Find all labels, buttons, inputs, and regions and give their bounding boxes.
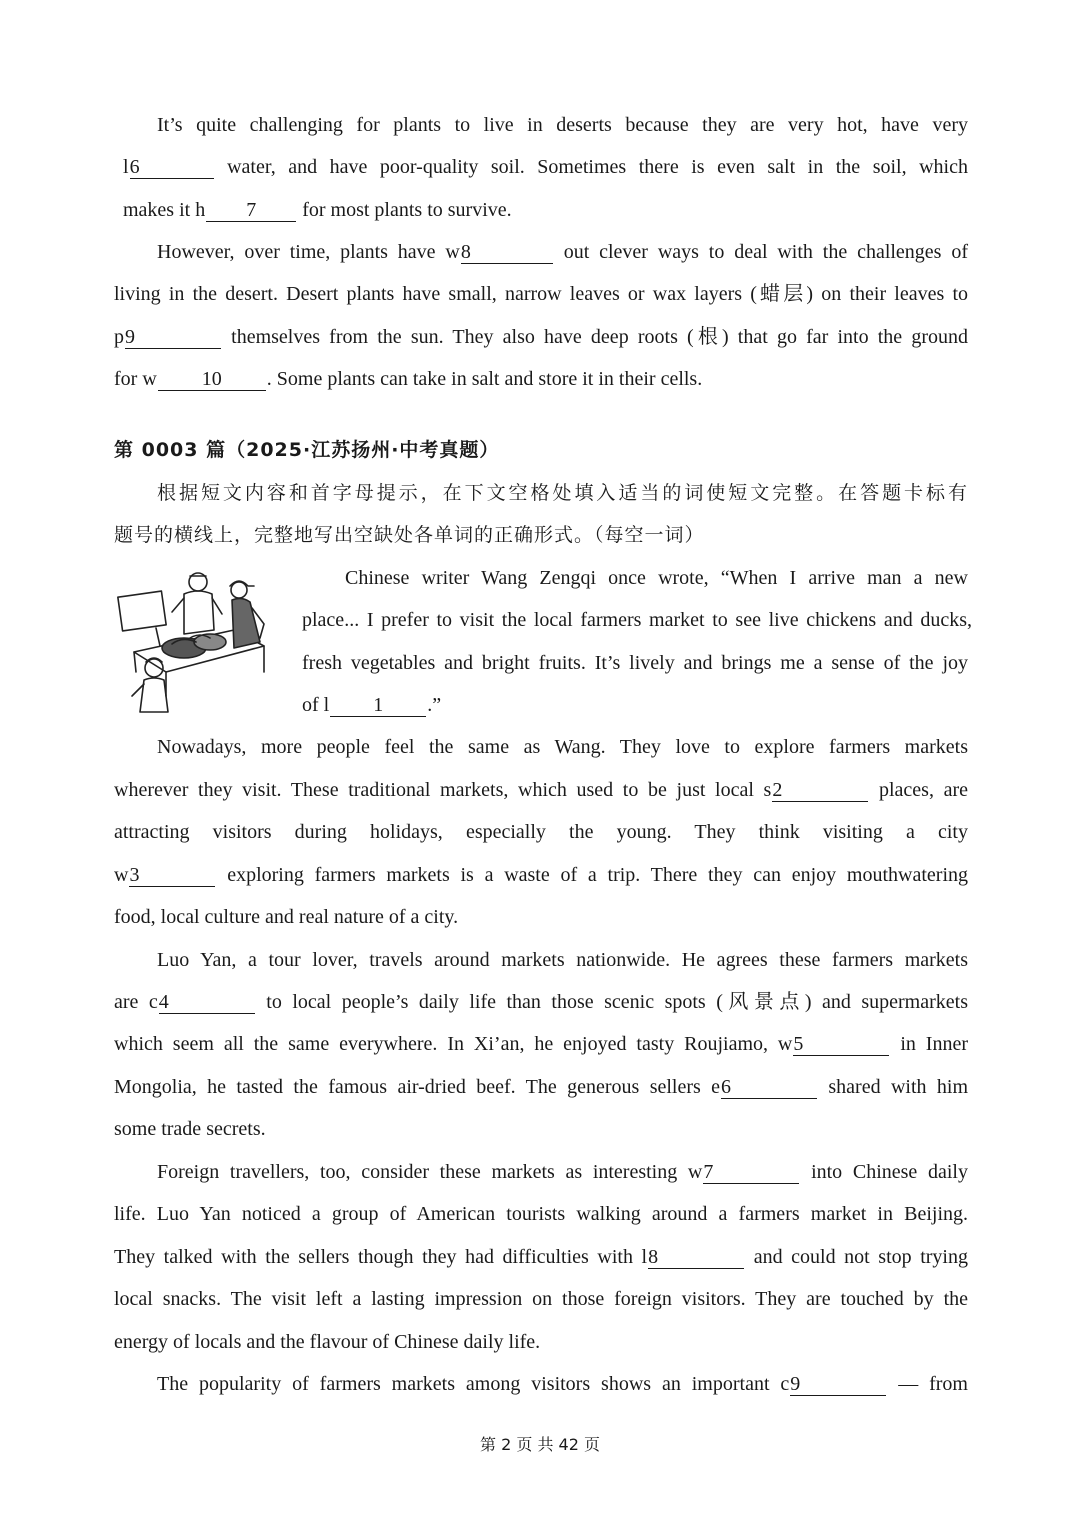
answer-blank[interactable]: 2 <box>772 779 868 802</box>
passage2-line <box>302 606 972 634</box>
text-segment: life. Luo Yan noticed a group of American tourists walking around a farmers market in Beijing. <box>114 1203 968 1225</box>
passage2-line <box>157 733 968 761</box>
answer-blank[interactable]: 9 <box>125 326 221 349</box>
text-segment: Foreign travellers, too, consider these markets as interesting w <box>157 1161 703 1183</box>
text-segment: Mongolia, he tasted the famous air-dried beef. The generous sellers e <box>114 1076 721 1098</box>
text-segment: place... I prefer to visit the local farmers market to see live chickens and ducks, <box>302 609 972 631</box>
text-segment: into Chinese daily <box>800 1161 968 1183</box>
text-segment: Chinese writer Wang Zengqi once wrote, “When I arrive man a new <box>345 567 968 589</box>
instruction-text: 题号的横线上，完整地写出空缺处各单词的正确形式。（每空一词） <box>114 524 705 546</box>
answer-blank[interactable]: 7 <box>703 1161 799 1184</box>
passage2-line <box>114 1200 968 1228</box>
passage2-line <box>114 1073 968 1101</box>
text-segment: to local people’s daily life than those scenic spots (风景点) and supermarkets <box>255 991 968 1013</box>
text-segment: exploring farmers markets is a waste of a trip. There they can enjoy mouthwatering <box>216 864 968 886</box>
passage1-line <box>123 196 977 224</box>
text-segment: The popularity of farmers markets among visitors shows an important c <box>157 1373 790 1395</box>
text-segment: and could not stop trying <box>745 1246 968 1268</box>
passage2-line <box>114 1115 968 1143</box>
text-segment: water, and have poor-quality soil. Sometimes there is even salt in the soil, which <box>214 156 968 178</box>
text-segment: for most plants to survive. <box>297 199 512 221</box>
passage1-line <box>157 238 968 266</box>
text-segment: fresh vegetables and bright fruits. It’s lively and brings me a sense of the joy <box>302 652 968 674</box>
answer-blank[interactable]: 3 <box>129 864 215 887</box>
text-segment: some trade secrets. <box>114 1118 266 1140</box>
passage2-line <box>114 1243 968 1271</box>
passage1-line <box>114 323 968 351</box>
answer-blank[interactable]: 6 <box>721 1076 817 1099</box>
text-segment: l <box>123 156 129 178</box>
passage1-line <box>123 153 968 181</box>
text-segment: which seem all the same everywhere. In Xi’an, he enjoyed tasty Roujiamo, w <box>114 1033 793 1055</box>
text-segment: energy of locals and the flavour of Chinese daily life. <box>114 1331 541 1353</box>
text-segment: Luo Yan, a tour lover, travels around markets nationwide. He agrees these farmers markets <box>157 949 968 971</box>
passage2-line <box>114 818 968 846</box>
text-segment: p <box>114 326 124 348</box>
text-segment: living in the desert. Desert plants have small, narrow leaves or wax layers (蜡层) on their leaves to <box>114 283 968 305</box>
passage2-line <box>114 1030 968 1058</box>
passage2-line <box>302 691 1080 719</box>
answer-blank[interactable]: 7 <box>206 199 296 222</box>
text-segment: makes it h <box>123 199 206 221</box>
text-segment: Nowadays, more people feel the same as Wang. They love to explore farmers markets <box>157 736 968 758</box>
passage2-line <box>114 1285 968 1313</box>
passage2-line <box>114 988 968 1016</box>
passage2-line <box>157 1158 968 1186</box>
text-segment: local snacks. The visit left a lasting impression on those foreign visitors. They are touched by the <box>114 1288 968 1310</box>
text-segment: out clever ways to deal with the challenges of <box>553 241 968 263</box>
passage1-line <box>114 365 968 393</box>
passage1-line <box>157 111 968 139</box>
answer-blank[interactable]: 1 <box>330 694 426 717</box>
page-number: 第 2 页 共 42 页 <box>480 1435 600 1454</box>
text-segment: shared with him <box>818 1076 968 1098</box>
text-segment: .” <box>427 694 442 716</box>
text-segment: . Some plants can take in salt and store it in their cells. <box>266 368 703 390</box>
answer-blank[interactable]: 9 <box>790 1373 886 1396</box>
text-segment: It’s quite challenging for plants to live in deserts because they are very hot, have very <box>157 114 968 136</box>
answer-blank[interactable]: 5 <box>793 1033 889 1056</box>
text-segment: wherever they visit. These traditional markets, which used to be just local s <box>114 779 772 801</box>
answer-blank[interactable]: 6 <box>130 156 214 179</box>
farmers-market-illustration-icon <box>114 568 286 714</box>
text-segment: are c <box>114 991 158 1013</box>
passage2-line <box>157 946 968 974</box>
text-segment: food, local culture and real nature of a city. <box>114 906 459 928</box>
text-segment: — from <box>887 1373 968 1395</box>
text-segment: However, over time, plants have w <box>157 241 460 263</box>
text-segment: w <box>114 864 129 886</box>
passage2-line <box>345 564 968 592</box>
answer-blank[interactable]: 10 <box>158 368 266 391</box>
passage2-line <box>114 1328 968 1356</box>
answer-blank[interactable]: 4 <box>159 991 255 1014</box>
passage1-line <box>114 280 968 308</box>
text-segment: for w <box>114 368 157 390</box>
text-segment: of l <box>302 694 330 716</box>
passage2-line <box>157 1370 968 1398</box>
text-segment: They talked with the sellers though they had difficulties with l <box>114 1246 648 1268</box>
passage2-line <box>114 861 968 889</box>
section-heading: 第 0003 篇（2025·江苏扬州·中考真题） <box>114 439 500 461</box>
passage2-line <box>114 903 968 931</box>
text-segment: themselves from the sun. They also have deep roots (根) that go far into the ground <box>222 326 968 348</box>
text-segment: attracting visitors during holidays, especially the young. They think visiting a city <box>114 821 968 843</box>
passage2-line <box>114 776 968 804</box>
answer-blank[interactable]: 8 <box>461 241 553 264</box>
text-segment: in Inner <box>890 1033 968 1055</box>
instruction-text: 根据短文内容和首字母提示，在下文空格处填入适当的词使短文完整。在答题卡标有 <box>157 482 968 504</box>
passage2-line <box>302 649 968 677</box>
answer-blank[interactable]: 8 <box>648 1246 744 1269</box>
text-segment: places, are <box>869 779 969 801</box>
